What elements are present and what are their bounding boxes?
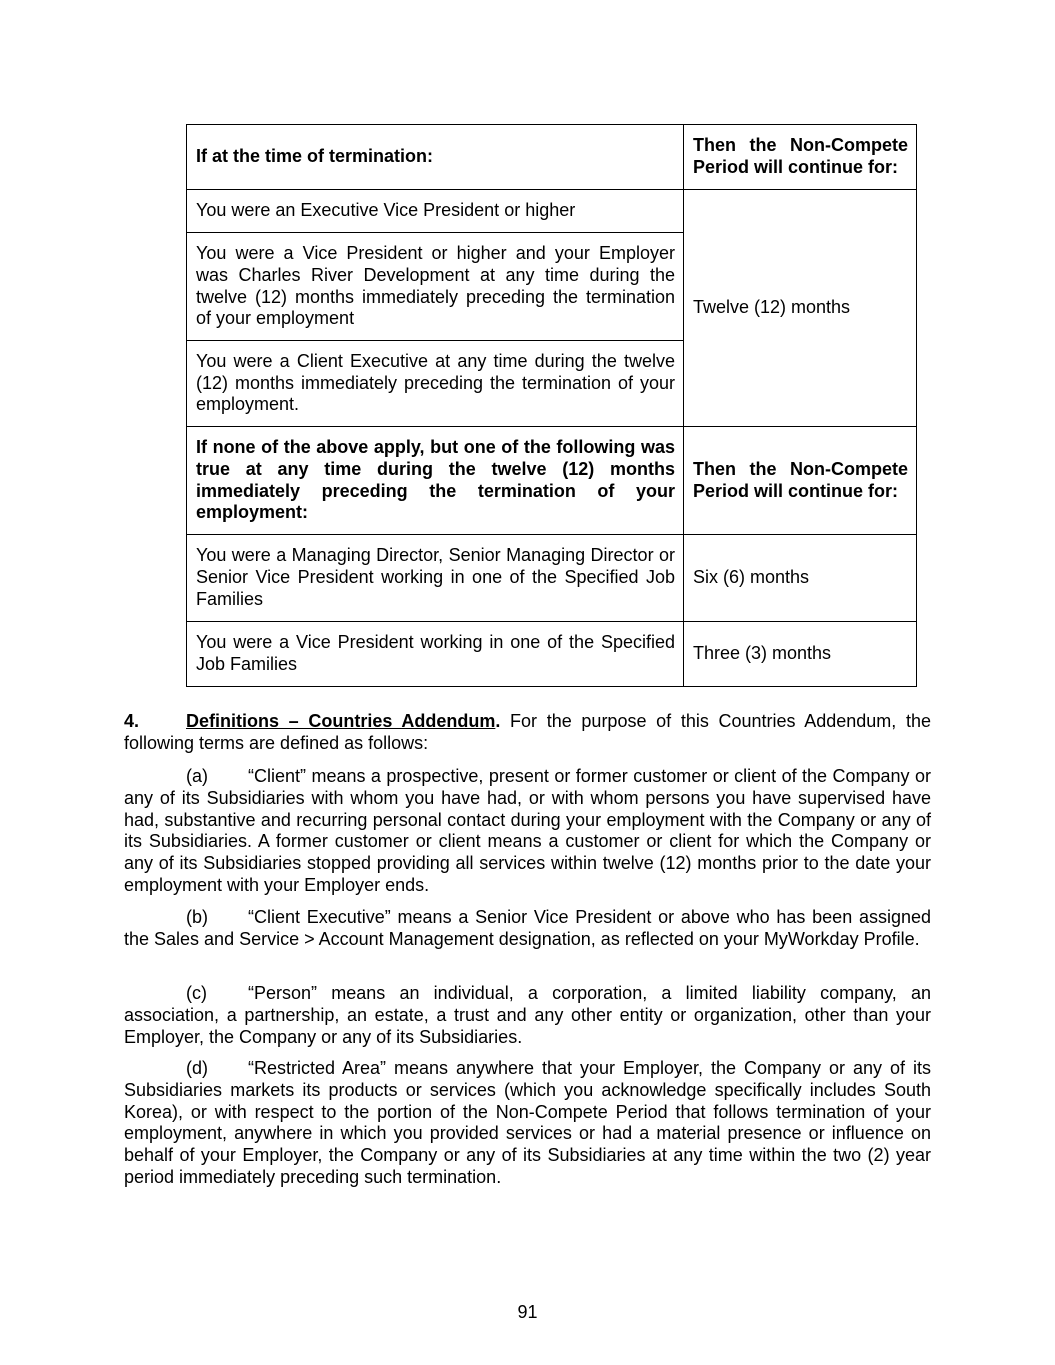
subheader-period-cell: Then the Non-Compete Period will continue for: — [684, 427, 917, 535]
definition-client-executive — [124, 907, 931, 951]
definition-text: “Person” means an individual, a corporation, a limited liability company, an association, a partnership, an estate, a trust and any other entity or organization, other than your Employer, the Company or any of its Subsidiaries. — [124, 983, 931, 1047]
table-header-row — [187, 125, 917, 190]
table-row — [187, 535, 917, 622]
definition-person — [124, 983, 931, 1048]
section-heading: Definitions – Countries Addendum — [186, 711, 496, 731]
condition-cell: You were a Client Executive at any time during the twelve (12) months immediately preceding the termination of your employment. — [187, 341, 684, 427]
section-4-paragraph — [124, 711, 931, 755]
period-cell: Three (3) months — [684, 622, 917, 687]
definition-label: (d) — [186, 1058, 208, 1078]
header-condition-cell: If at the time of termination: — [187, 125, 684, 190]
subheader-condition-cell: If none of the above apply, but one of the following was true at any time during the twelve (12) months immediately preceding the termination of your employment: — [187, 427, 684, 535]
definition-label: (a) — [186, 766, 208, 786]
definition-client — [124, 766, 931, 897]
definition-label: (b) — [186, 907, 208, 927]
page-number: 91 — [517, 1302, 538, 1322]
condition-cell: You were a Managing Director, Senior Managing Director or Senior Vice President working in one of the Specified Job Families — [187, 535, 684, 622]
table-row — [187, 622, 917, 687]
condition-cell: You were an Executive Vice President or higher — [187, 190, 684, 233]
definition-text: “Client” means a prospective, present or former customer or client of the Company or any of its Subsidiaries with whom you have had, or with whom persons you have supervised have had, substantive and recurring personal contact during your employment with the Company or any of its Subsidiaries. A former customer or client means a customer or client for which the Company or any of its Subsidiaries stopped providing all services within twelve (12) months prior to the date your employment with your Employer ends. — [124, 766, 931, 895]
table-row — [187, 190, 917, 233]
condition-cell: You were a Vice President or higher and your Employer was Charles River Development at any time during the twelve (12) months immediately preceding the termination of your employment — [187, 233, 684, 341]
section-heading-period: . — [495, 711, 501, 731]
section-intro: For the purpose of this Countries Addendum, the following terms are defined as follows: — [124, 711, 931, 753]
header-period-cell: Then the Non-Compete Period will continue for: — [684, 125, 917, 190]
period-cell: Six (6) months — [684, 535, 917, 622]
section-number: 4. — [124, 711, 140, 731]
non-compete-table — [186, 124, 917, 687]
definition-text: “Client Executive” means a Senior Vice President or above who has been assigned the Sales and Service > Account Management designation, as reflected on your MyWorkday Profile. — [124, 907, 931, 949]
definition-text: “Restricted Area” means anywhere that your Employer, the Company or any of its Subsidiaries markets its products or services (which you acknowledge specifically includes South Korea), or with respect to the portion of the Non-Compete Period that follows termination of your employment, anywhere in which you provided services or had a material presence or influence on behalf of your Employer, the Company or any of its Subsidiaries at any time within the two (2) year period immediately preceding such termination. — [124, 1058, 931, 1187]
definition-restricted-area — [124, 1058, 931, 1189]
condition-cell: You were a Vice President working in one of the Specified Job Families — [187, 622, 684, 687]
table-subheader-row — [187, 427, 917, 535]
period-cell: Twelve (12) months — [684, 190, 917, 427]
definition-label: (c) — [186, 983, 207, 1003]
